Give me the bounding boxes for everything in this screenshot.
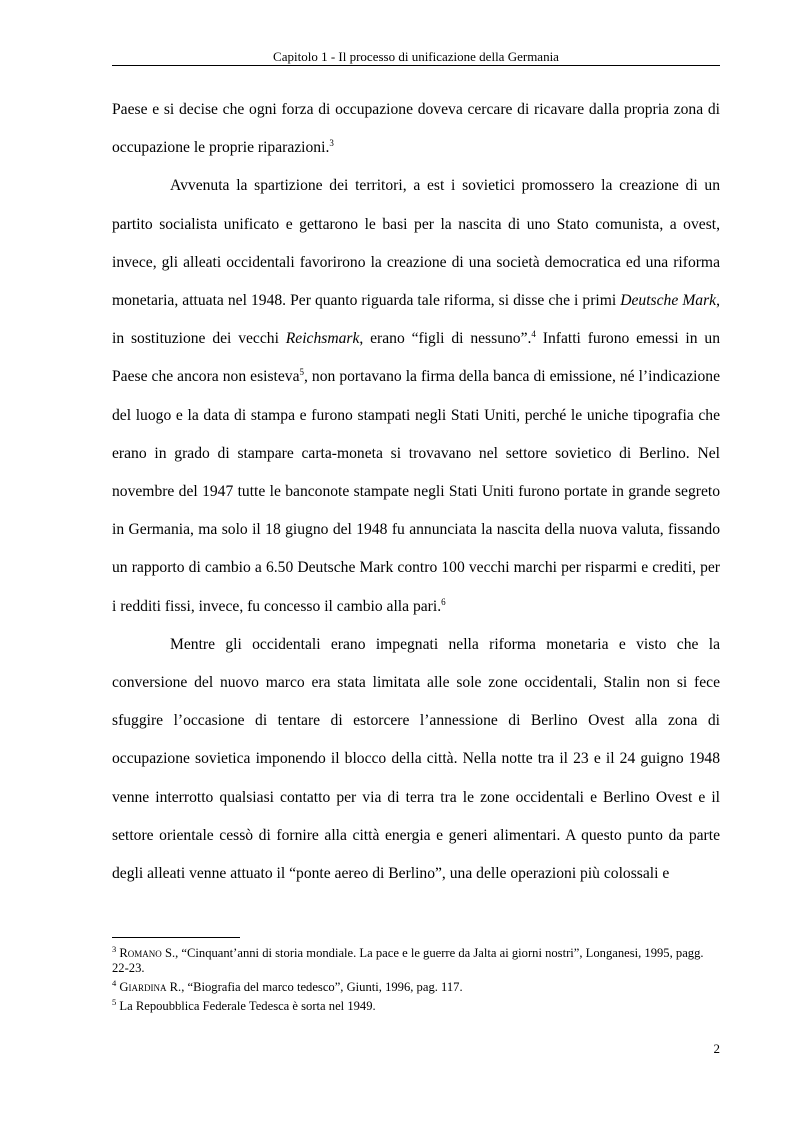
footnote-ref-4: 4 — [531, 329, 536, 340]
term-deutsche-mark: Deutsche Mark — [620, 292, 717, 310]
paragraph-2 — [112, 167, 720, 625]
footnote-number: 3 — [112, 944, 117, 954]
body-text — [112, 91, 720, 893]
paragraph-3 — [112, 626, 720, 893]
footnote-author: Romano — [119, 946, 162, 961]
page-number: 2 — [713, 1041, 720, 1056]
footnote-ref-3: 3 — [329, 138, 334, 149]
footnote-text: S., “Cinquant’anni di storia mondiale. La pace e le guerre da Jalta ai giorni nostri”, Longanesi, 1995, pagg. 22-23. — [112, 946, 704, 976]
footnote-text: La Repoubblica Federale Tedesca è sorta nel 1949. — [116, 999, 376, 1014]
paragraph-1 — [112, 91, 720, 167]
footnote-number: 5 — [112, 997, 117, 1008]
paragraph-2-part-c: , erano “figli di nessuno”. — [359, 330, 532, 348]
footnote-5 — [112, 995, 720, 1014]
footnote-author: Giardina — [119, 980, 167, 995]
paragraph-2-part-b: , in sostituzione dei vecchi — [112, 292, 720, 348]
footnote-ref-5: 5 — [299, 367, 305, 378]
running-header: Capitolo 1 - Il processo di unificazione della Germania — [273, 49, 559, 64]
footnote-text: R., “Biografia del marco tedesco”, Giunti, 1996, pag. 117. — [166, 980, 463, 995]
footnotes — [112, 942, 720, 1015]
paragraph-2-part-d: Infatti furono emessi in un Paese che ancora non esisteva — [112, 330, 720, 386]
paragraph-3-text: Mentre gli occidentali erano impegnati nella riforma monetaria e visto che la conversione del nuovo marco era stata limitata alle sole zone occidentali, Stalin non si fece sfuggire l’occasione di tentare di estorcere l’annessione di Berlino Ovest alla zona di occupazione sovietica imponendo il blocco della città. Nella notte tra il 23 e il 24 guigno 1948 venne interrotto qualsiasi contatto per via di terra tra le zone occidentali e Berlino Ovest e il settore orientale cessò di fornire alla città energia e generi alimentari. A questo punto da parte degli alleati venne attuato il “ponte aereo di Berlino”, una delle operazioni più colossali e — [112, 635, 720, 883]
footnote-ref-6: 6 — [441, 596, 446, 607]
footnote-rule — [112, 937, 240, 938]
term-reichsmark: Reichsmark — [285, 330, 360, 348]
paragraph-2-part-e: , non portavano la firma della banca di emissione, né l’indicazione del luogo e la data di stampa e furono stampati negli Stati Uniti, perché le uniche tipografia che erano in grado di stampare carta-moneta si trovavano nel settore sovietico di Berlino. Nel novembre del 1947 tutte le banconote stampate negli Stati Uniti furono portate in grande segreto in Germania, ma solo il 18 giugno del 1948 fu annunciata la nascita della nuova valuta, fissando un rapporto di cambio a 6.50 Deutsche Mark contro 100 vecchi marchi per risparmi e crediti, per i redditi fissi, invece, fu concesso il cambio alla pari. — [112, 368, 720, 615]
paragraph-1-text: Paese e si decise che ogni forza di occupazione doveva cercare di ricavare dalla propria zona di occupazione le proprie riparazioni. — [112, 101, 720, 157]
footnote-number: 4 — [112, 978, 117, 989]
header-rule — [112, 65, 720, 66]
footnote-3 — [112, 942, 720, 976]
paragraph-2-part-a: Avvenuta la spartizione dei territori, a est i sovietici promossero la creazione di un partito socialista unificato e gettarono le basi per la nascita di uno Stato comunista, a ovest, invece, gli alleati occidentali favorirono la creazione di una società democratica ed una riforma monetaria, attuata nel 1948. Per quanto riguarda tale riforma, si disse che i primi — [112, 177, 720, 310]
footnote-4 — [112, 976, 720, 995]
